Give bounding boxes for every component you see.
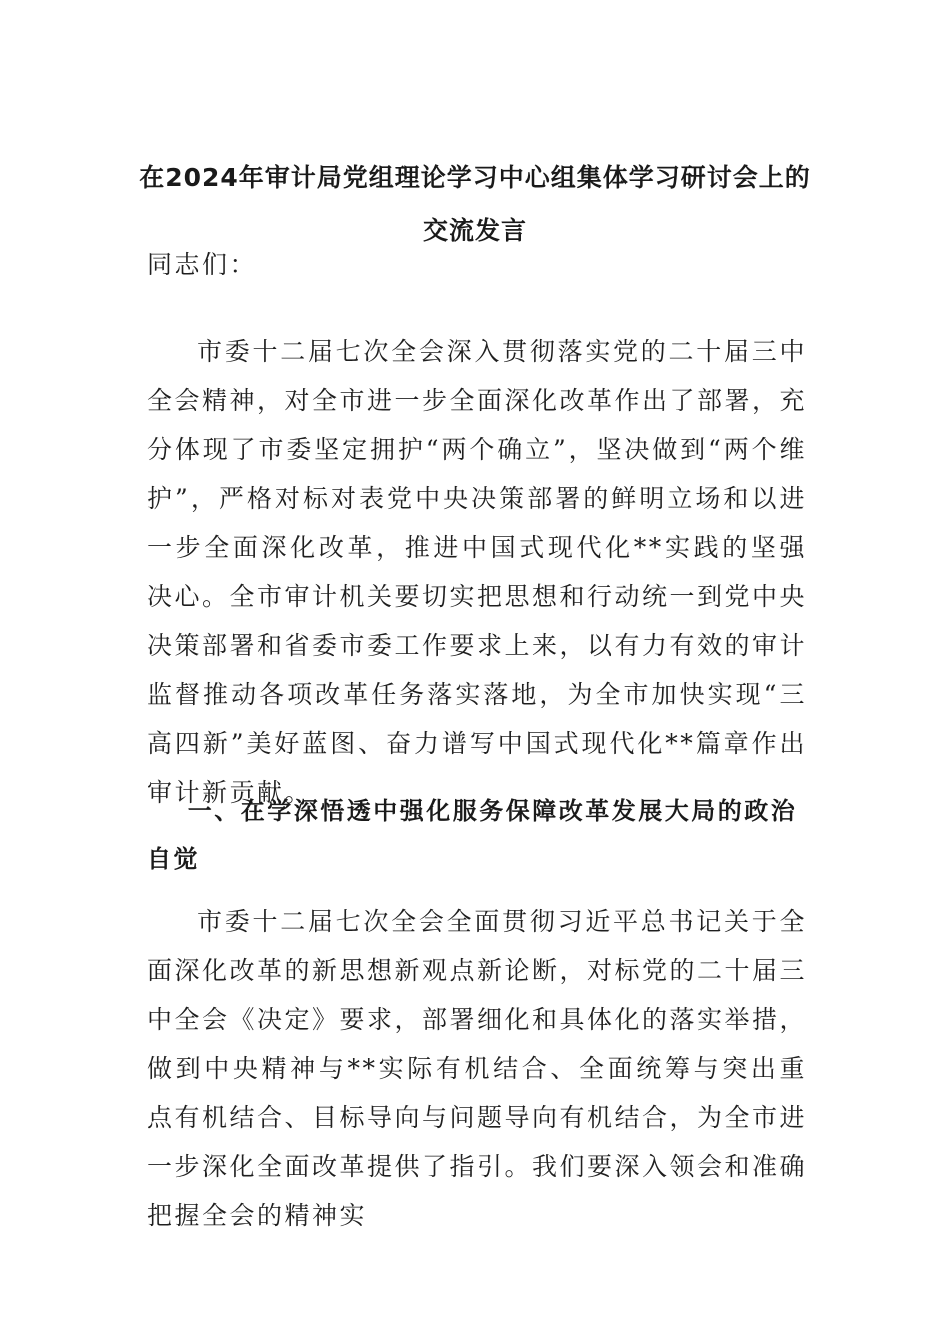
section-heading-1: 一、在学深悟透中强化服务保障改革发展大局的政治自觉	[147, 797, 798, 873]
body-paragraph-1: 市委十二届七次全会深入贯彻落实党的二十届三中全会精神，对全市进一步全面深化改革作出了部署，充分体现了市委坚定拥护“两个确立”，坚决做到“两个维护”，严格对标对表党中央决策部署的鲜明立场和以进一步全面深化改革，推进中国式现代化**实践的坚强决心。全市审计机关要切实把思想和行动统一到党中央决策部署和省委市委工作要求上来，以有力有效的审计监督推动各项改革任务落实落地，为全市加快实现“三高四新”美好蓝图、奋力谱写中国式现代化**篇章作出审计新贡献。	[147, 337, 808, 807]
body-paragraph-2: 市委十二届七次全会全面贯彻习近平总书记关于全面深化改革的新思想新观点新论断，对标党的二十届三中全会《决定》要求，部署细化和具体化的落实举措，做到中央精神与**实际有机结合、全面统筹与突出重点有机结合、目标导向与问题导向有机结合，为全市进一步深化全面改革提供了指引。我们要深入领会和准确把握全会的精神实	[147, 907, 808, 1230]
document-title-line-2: 交流发言	[422, 216, 527, 245]
document-title-line-1: 在2024年审计局党组理论学习中心组集体学习研讨会上的	[139, 163, 811, 192]
salutation: 同志们：	[147, 250, 258, 279]
